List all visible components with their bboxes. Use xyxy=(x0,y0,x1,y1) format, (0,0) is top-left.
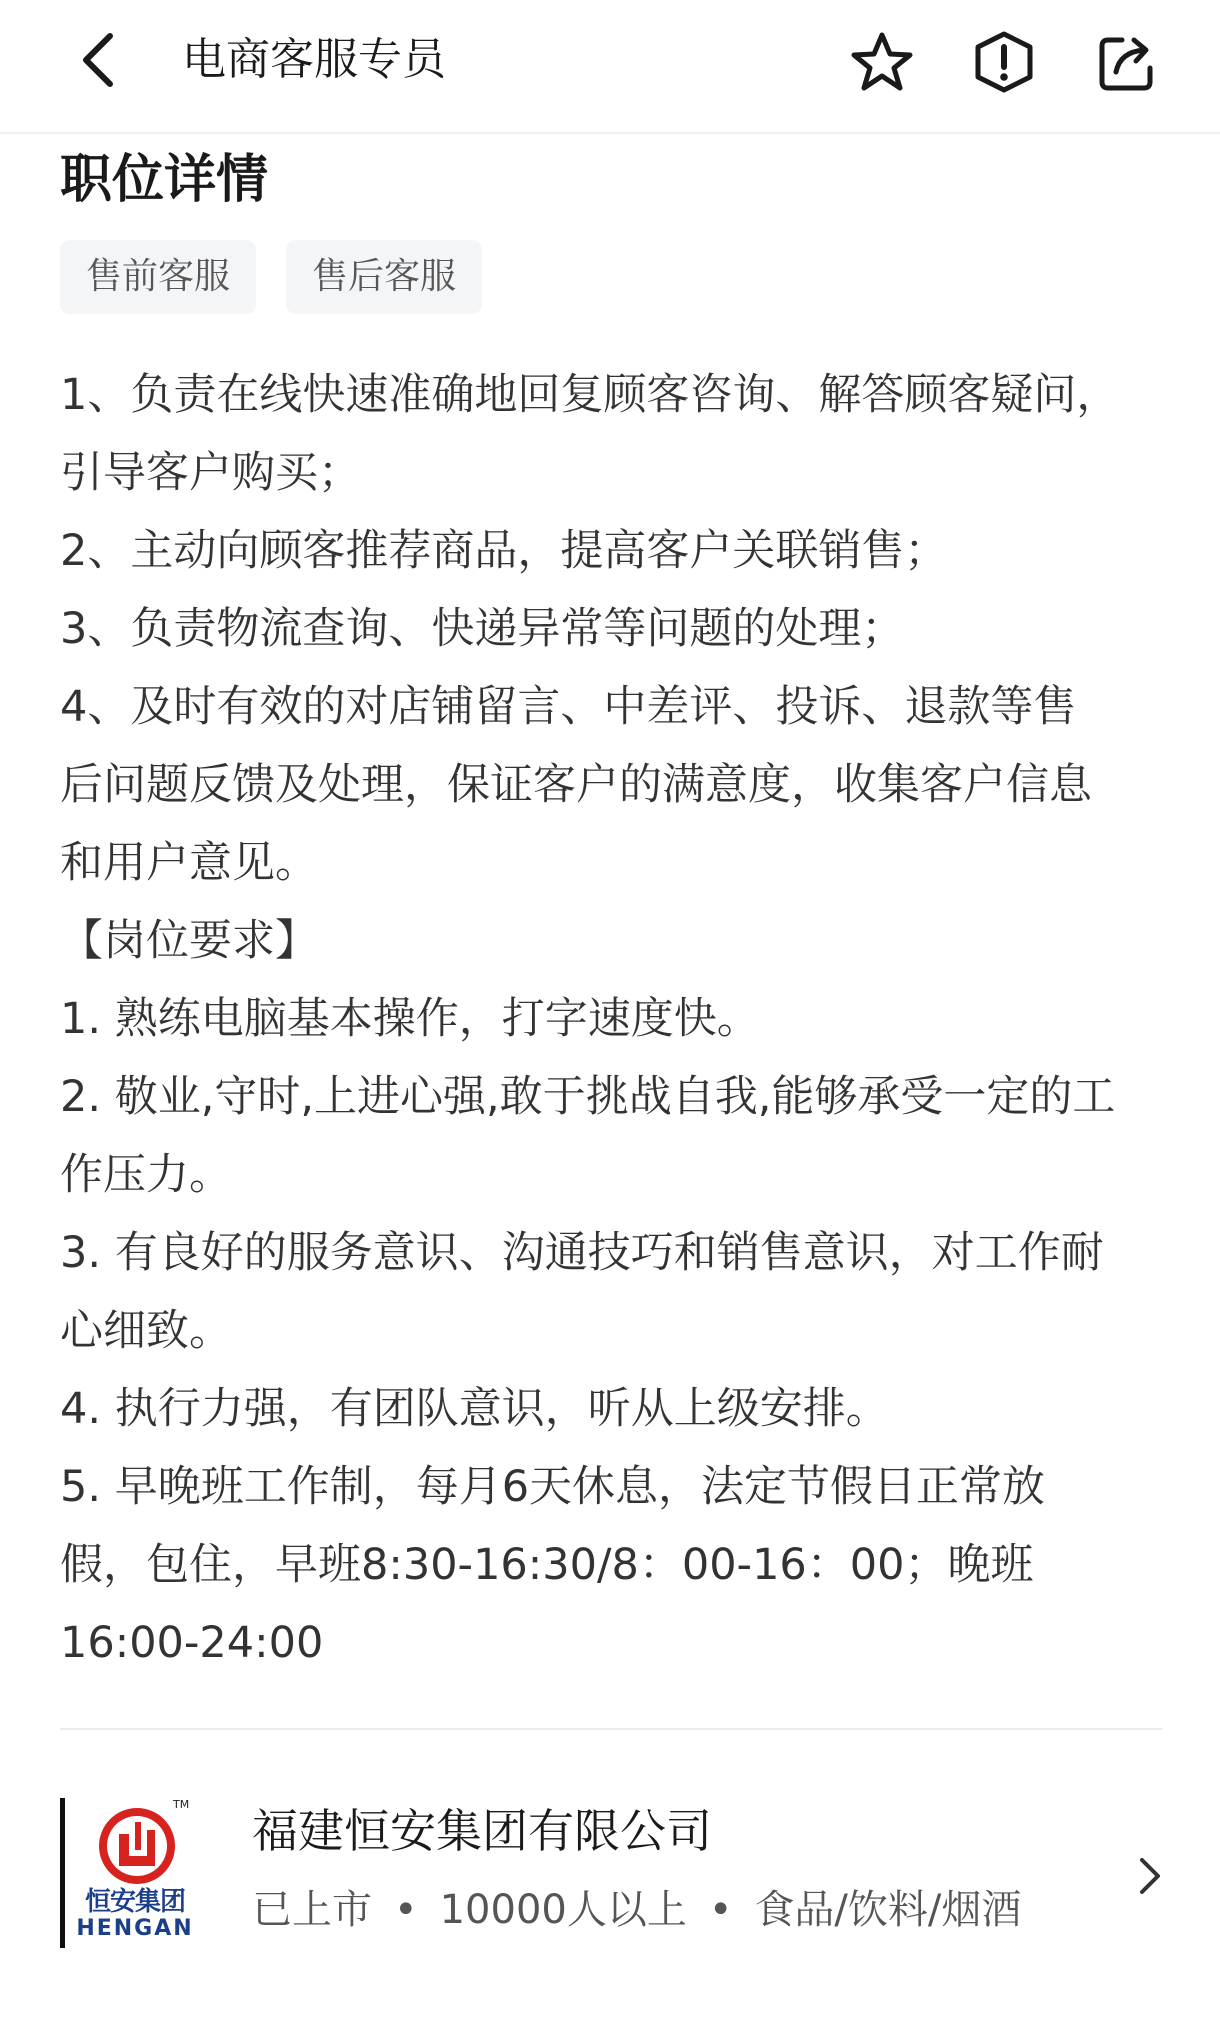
share-button[interactable] xyxy=(1088,24,1164,100)
chevron-right-icon xyxy=(1130,1846,1170,1906)
description-line: 假，包住，早班8:30-16:30/8：00-16：00；晚班 xyxy=(60,1540,1034,1590)
description-line: 16:00-24:00 xyxy=(60,1618,324,1668)
share-icon xyxy=(1094,30,1158,94)
company-card[interactable] xyxy=(60,1798,1170,1954)
description-line: 3. 有良好的服务意识、沟通技巧和销售意识，对工作耐 xyxy=(60,1228,1104,1278)
description-line: 2、主动向顾客推荐商品，提高客户关联销售； xyxy=(60,526,948,576)
hengan-logo-icon xyxy=(95,1804,179,1888)
description-line: 引导客户购买； xyxy=(60,448,361,498)
meta-separator: • xyxy=(708,1887,733,1933)
description-line: 4. 执行力强，有团队意识，听从上级安排。 xyxy=(60,1384,889,1434)
chevron-left-icon xyxy=(76,30,120,90)
description-line: 3、负责物流查询、快递异常等问题的处理； xyxy=(60,604,905,654)
section-title: 职位详情 xyxy=(60,150,269,210)
description-line: 1. 熟练电脑基本操作，打字速度快。 xyxy=(60,994,760,1044)
top-app-bar xyxy=(0,0,1220,134)
logo-trademark: TM xyxy=(173,1798,190,1811)
logo-text-en: HENGAN xyxy=(76,1916,194,1941)
page-title: 电商客服专员 xyxy=(182,34,446,85)
company-size: 10000人以上 xyxy=(439,1887,687,1933)
report-button[interactable] xyxy=(966,24,1042,100)
company-name: 福建恒安集团有限公司 xyxy=(252,1804,712,1858)
tag-aftersales[interactable]: 售后客服 xyxy=(286,240,482,314)
description-line: 心细致。 xyxy=(60,1306,232,1356)
job-tags xyxy=(60,240,482,314)
company-meta xyxy=(252,1880,1021,1940)
description-line: 作压力。 xyxy=(60,1150,232,1200)
description-line: 【岗位要求】 xyxy=(60,916,318,966)
description-line: 5. 早晚班工作制，每月6天休息，法定节假日正常放 xyxy=(60,1462,1046,1512)
description-line: 后问题反馈及处理，保证客户的满意度，收集客户信息 xyxy=(60,760,1092,810)
warning-icon xyxy=(971,29,1037,95)
description-line: 4、及时有效的对店铺留言、中差评、投诉、退款等售 xyxy=(60,682,1077,732)
star-icon xyxy=(850,30,914,94)
description-line: 1、负责在线快速准确地回复顾客咨询、解答顾客疑问， xyxy=(60,370,1120,420)
back-button[interactable] xyxy=(62,24,134,96)
company-status: 已上市 xyxy=(252,1887,372,1933)
logo-text-cn: 恒安集团 xyxy=(84,1887,185,1917)
divider xyxy=(60,1728,1162,1730)
company-logo xyxy=(60,1798,192,1948)
tag-presales[interactable]: 售前客服 xyxy=(60,240,256,314)
description-line: 2. 敬业,守时,上进心强,敢于挑战自我,能够承受一定的工 xyxy=(60,1072,1116,1122)
company-industry: 食品/饮料/烟酒 xyxy=(754,1887,1022,1933)
meta-separator: • xyxy=(394,1887,418,1933)
job-description xyxy=(60,356,1170,1682)
description-line: 和用户意见。 xyxy=(60,838,318,888)
favorite-button[interactable] xyxy=(844,24,920,100)
